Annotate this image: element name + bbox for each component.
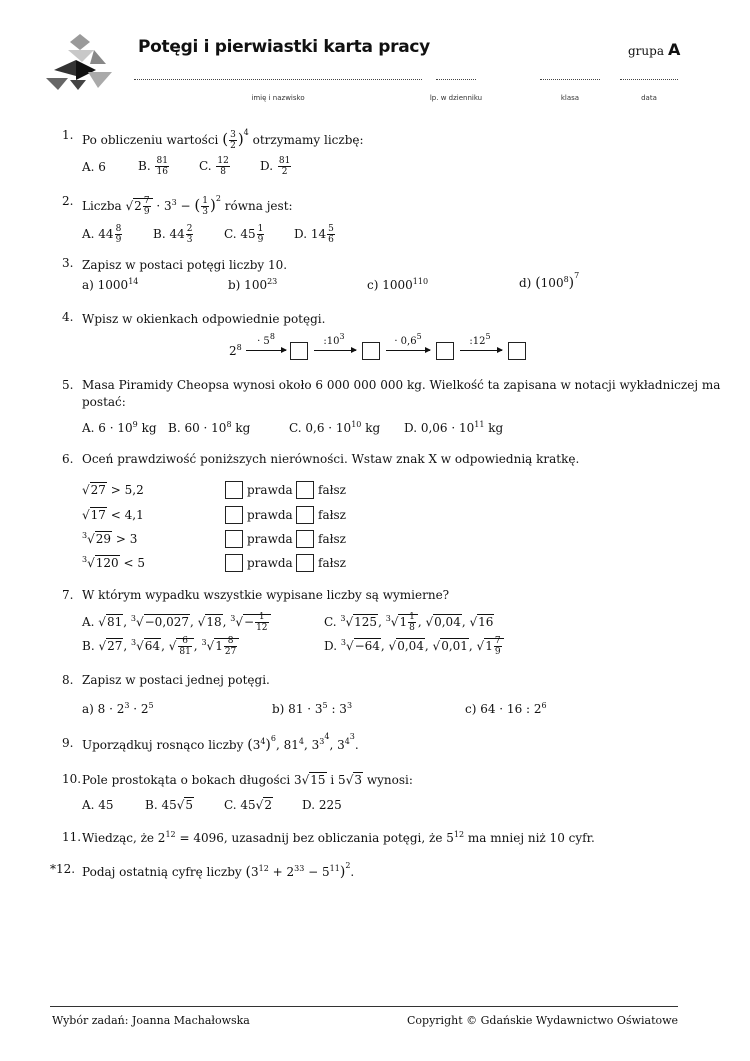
page-title: Potęgi i pierwiastki karta pracy <box>138 37 430 57</box>
question-number: 7. <box>62 588 74 602</box>
answer-option-a: a) 1000$^{14}$ <box>82 277 139 292</box>
false-label: fałsz <box>318 508 346 522</box>
question-number: *12. <box>50 862 76 876</box>
answer-option-d: D. 14 $\frac{5}{6}$ <box>294 224 334 245</box>
inequality-2: √17 < 4,1 <box>82 508 144 522</box>
answer-option-b: B. 45√5 <box>145 798 194 812</box>
answer-option-b: B. $\frac{81}{16}$ <box>138 156 168 177</box>
answer-option-b: b) $100^{23}$ <box>228 277 278 292</box>
true-label: prawda <box>247 532 293 546</box>
question-7-text: W którym wypadku wszystkie wypisane liczby są wymierne? <box>82 588 450 602</box>
question-number: 5. <box>62 378 74 392</box>
answer-option-d: D. $^3$√−64, √0,04, √0,01, √1 $\frac{7}{9}$ <box>324 636 504 657</box>
inequality-3: $^3$√29 > 3 <box>82 531 138 546</box>
operation-label: $:10^3$ <box>323 332 345 347</box>
answer-box[interactable] <box>362 342 380 360</box>
false-checkbox[interactable] <box>296 554 314 572</box>
true-checkbox[interactable] <box>225 506 243 524</box>
footer-divider <box>50 1006 678 1007</box>
group-indicator: grupa A <box>628 40 681 59</box>
name-field-label: imię i nazwisko <box>251 94 305 102</box>
class-field-line <box>540 78 600 80</box>
question-4-text: Wpisz w okienkach odpowiednie potęgi. <box>82 312 326 326</box>
operation-label: · $5^8$ <box>257 332 275 347</box>
chain-start-value: $2^8$ <box>229 343 242 358</box>
footer-copyright: Copyright © Gdańskie Wydawnictwo Oświatowe <box>407 1014 679 1027</box>
answer-option-c: C. $^3$√125, $^3$√1 $\frac{1}{8}$ , √0,04, √16 <box>324 612 494 633</box>
answer-option-c: C. 45 $\frac{1}{9}$ <box>224 224 264 245</box>
operation-label: $:12^5$ <box>469 332 491 347</box>
answer-option-b: B. 44 $\frac{2}{3}$ <box>153 224 193 245</box>
question-3-text: Zapisz w postaci potęgi liczby 10. <box>82 258 288 272</box>
answer-option-d: D. $\frac{81}{2}$ <box>260 156 291 177</box>
question-11-text: Wiedząc, że $2^{12} = 4096$, uzasadnij bez obliczania potęgi, że $5^{12}$ ma mniej niż 10 cyfr. <box>82 830 595 845</box>
answer-option-a: A. 6 <box>82 160 106 174</box>
date-field-label: data <box>641 94 657 102</box>
false-label: fałsz <box>318 556 346 570</box>
answer-option-d: d) $(100^8)^7$ <box>519 271 580 291</box>
answer-option-a: A. 44 $\frac{8}{9}$ <box>82 224 122 245</box>
publisher-logo <box>46 34 114 90</box>
register-field-label: lp. w dzienniku <box>429 94 483 102</box>
class-field-label: klasa <box>560 94 580 102</box>
name-field-line <box>134 78 422 80</box>
question-10-text: Pole prostokąta o bokach długości 3√15 i 5√3 wynosi: <box>82 773 413 787</box>
answer-option-c: c) 64 · 16 : $2^6$ <box>465 701 547 716</box>
arrow-icon <box>460 350 502 351</box>
true-checkbox[interactable] <box>225 530 243 548</box>
answer-option-b: B. $60 \cdot 10^8$ kg <box>168 420 251 435</box>
operation-label: · $0,6^5$ <box>394 332 422 347</box>
true-checkbox[interactable] <box>225 481 243 499</box>
answer-option-c: C. 45√2 <box>224 798 272 812</box>
answer-box[interactable] <box>436 342 454 360</box>
answer-option-a: A. 45 <box>82 798 114 812</box>
inequality-4: $^3$√120 < 5 <box>82 555 145 570</box>
register-field-line <box>436 78 476 80</box>
question-6-text: Oceń prawdziwość poniższych nierówności. Wstaw znak X w odpowiednią kratkę. <box>82 452 580 466</box>
answer-option-d: D. $0,06 \cdot 10^{11}$ kg <box>404 420 504 435</box>
question-8-text: Zapisz w postaci jednej potęgi. <box>82 673 270 687</box>
true-checkbox[interactable] <box>225 554 243 572</box>
answer-option-a: A. √81, $^3$√−0,027, √18, $^3$√− $\frac{1}{12}$ <box>82 612 271 633</box>
answer-box[interactable] <box>290 342 308 360</box>
question-12-text: Podaj ostatnią cyfrę liczby $(3^{12} + 2^{33} - 5^{11})^2$. <box>82 861 355 880</box>
question-2-text: Liczba √2 $\frac{7}{9}$ · $3^3$ − ( $\frac{1}{3}$ )$^2$ równa jest: <box>82 194 293 217</box>
false-checkbox[interactable] <box>296 506 314 524</box>
question-number: 6. <box>62 452 74 466</box>
arrow-icon <box>246 350 286 351</box>
false-checkbox[interactable] <box>296 481 314 499</box>
answer-option-b: b) $81 \cdot 3^5$ : $3^3$ <box>272 701 353 716</box>
footer-author: Wybór zadań: Joanna Machałowska <box>52 1014 250 1027</box>
question-number: 10. <box>62 772 82 786</box>
question-5-text: Masa Piramidy Cheopsa wynosi około 6 000 000 000 kg. Wielkość ta zapisana w notacji wykładniczej ma <box>82 378 721 392</box>
question-9-text: Uporządkuj rosnąco liczby $(3^4)^6$, $81^4$, $3^{3^4}$, $3^{4^3}$. <box>82 732 359 753</box>
question-number: 11. <box>62 830 82 844</box>
true-label: prawda <box>247 483 293 497</box>
answer-option-a: a) $8 \cdot 2^3 \cdot 2^5$ <box>82 701 154 716</box>
answer-box[interactable] <box>508 342 526 360</box>
answer-option-c: c) 1000$^{110}$ <box>367 277 429 292</box>
true-label: prawda <box>247 508 293 522</box>
question-1-text: Po obliczeniu wartości ( $\frac{3}{2}$ )$^4$ otrzymamy liczbę: <box>82 128 364 151</box>
arrow-icon <box>386 350 430 351</box>
question-number: 4. <box>62 310 74 324</box>
answer-option-c: C. $0,6 \cdot 10^{10}$ kg <box>289 420 381 435</box>
false-label: fałsz <box>318 483 346 497</box>
question-number: 2. <box>62 194 74 208</box>
true-label: prawda <box>247 556 293 570</box>
arrow-icon <box>314 350 356 351</box>
answer-option-d: D. 225 <box>302 798 342 812</box>
answer-option-a: A. $6 \cdot 10^9$ kg <box>82 420 157 435</box>
false-label: fałsz <box>318 532 346 546</box>
question-5-text-cont: postać: <box>82 395 126 409</box>
answer-option-c: C. $\frac{12}{8}$ <box>199 156 229 177</box>
inequality-1: √27 > 5,2 <box>82 483 144 497</box>
question-number: 8. <box>62 673 74 687</box>
question-number: 1. <box>62 128 74 142</box>
false-checkbox[interactable] <box>296 530 314 548</box>
answer-option-b: B. √27, $^3$√64, √ $\frac{6}{81}$ , $^3$√1 $\frac{8}{27}$ <box>82 636 239 657</box>
question-number: 3. <box>62 256 74 270</box>
date-field-line <box>620 78 678 80</box>
question-number: 9. <box>62 736 74 750</box>
